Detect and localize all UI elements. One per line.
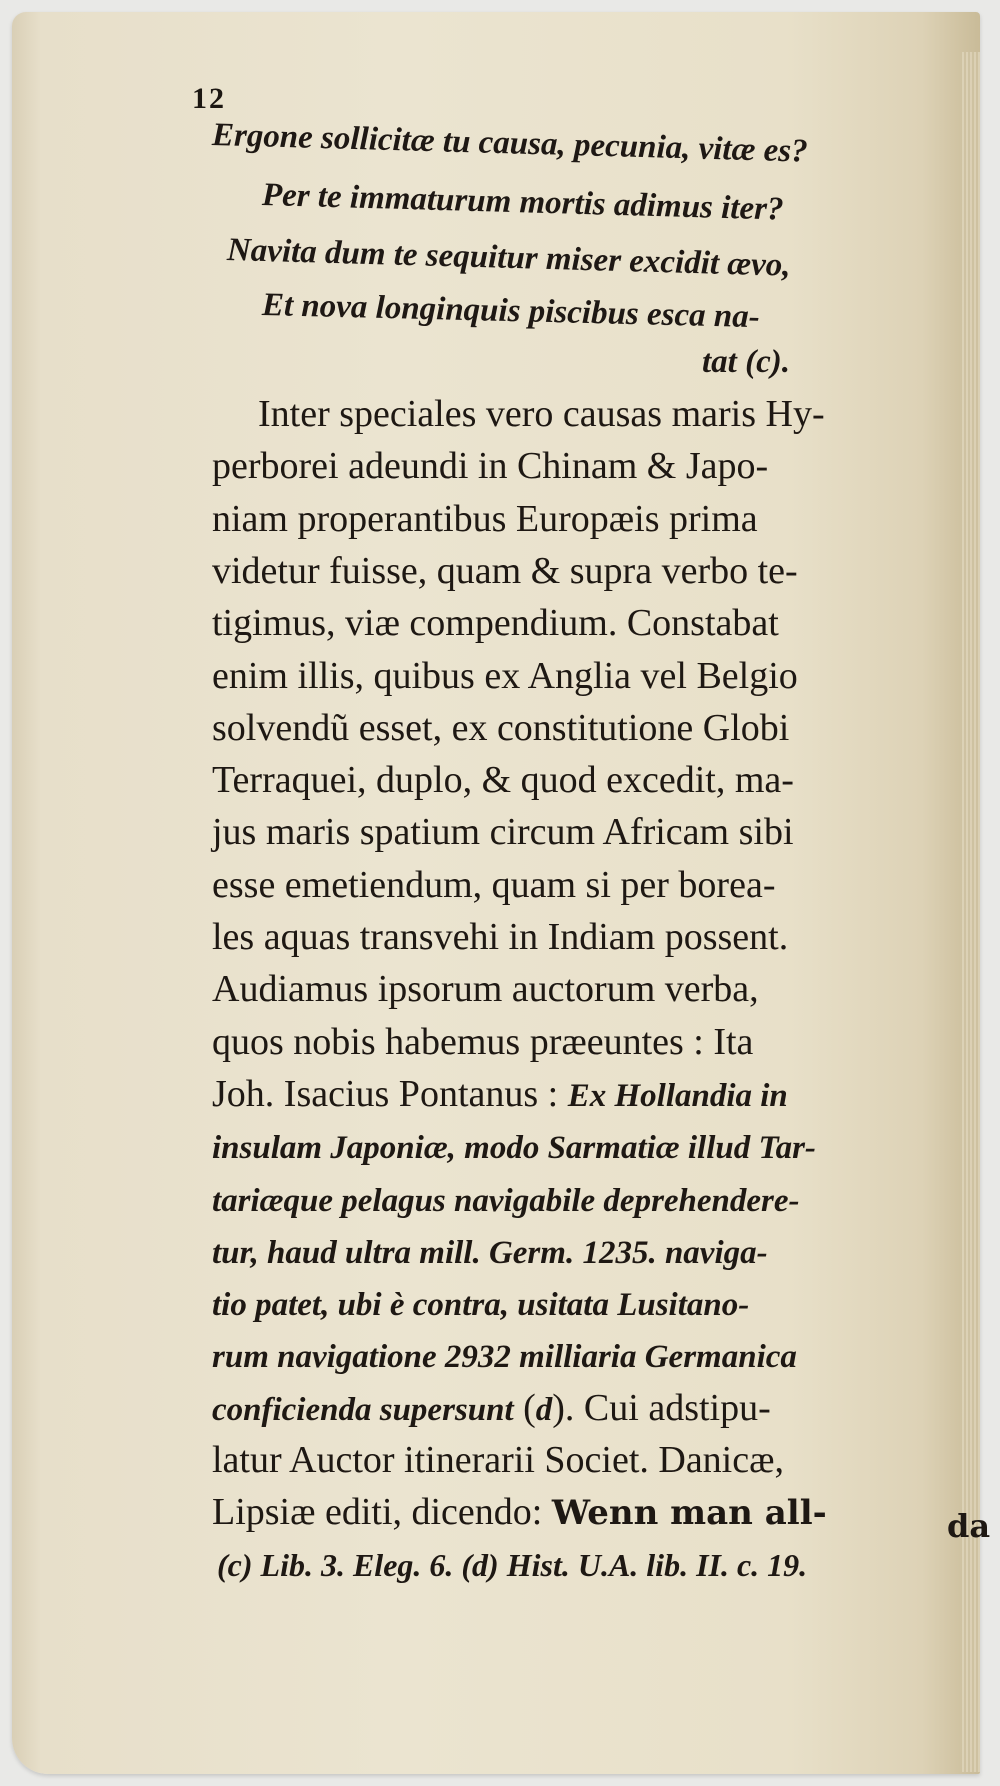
- text-line: [212, 1072, 788, 1116]
- text-line: [212, 758, 794, 802]
- verse-line: Navita dum te sequitur miser excidit ævo,: [226, 232, 792, 284]
- roman-span: Terraquei, duplo, & quod excedit, ma-: [212, 759, 794, 802]
- roman-span: Inter speciales vero causas maris Hy-: [258, 393, 825, 435]
- text-line: [212, 1490, 827, 1534]
- roman-span: (: [513, 1386, 536, 1429]
- roman-span: enim illis, quibus ex Anglia vel Belgio: [212, 654, 798, 697]
- blackletter-span: Wenn man all-: [551, 1493, 827, 1534]
- text-line: [212, 1229, 768, 1273]
- verse-line: Et nova longinquis piscibus esca na-: [261, 287, 761, 336]
- roman-span: videtur fuisse, quam & supra verbo te-: [212, 549, 798, 592]
- italic-span: conficienda supersunt: [212, 1391, 514, 1428]
- text-line: [212, 1177, 800, 1221]
- verse-line: tat (c).: [702, 344, 790, 380]
- footnotes: (c) Lib. 3. Eleg. 6. (d) Hist. U.A. lib. II. c. 19.: [217, 1547, 808, 1583]
- roman-span: ). Cui adstipu-: [552, 1386, 771, 1429]
- text-line: [212, 1333, 797, 1377]
- text-line: [212, 915, 788, 959]
- text-line: [212, 497, 758, 541]
- roman-span: tigimus, viæ compendium. Constabat: [212, 602, 779, 645]
- text-line: [212, 863, 775, 907]
- roman-span: Joh. Isacius Pontanus :: [212, 1072, 568, 1115]
- text-line: [258, 392, 825, 436]
- text-line: [212, 1124, 816, 1168]
- roman-span: jus maris spatium circum Africam sibi: [212, 811, 794, 854]
- roman-span: les aquas transvehi in Indiam possent.: [212, 916, 789, 958]
- book-page: [12, 12, 991, 1774]
- roman-span: quos nobis habemus præeuntes : Ita: [212, 1020, 754, 1063]
- roman-span: esse emetiendum, quam si per borea-: [212, 863, 776, 906]
- text-line: [212, 601, 779, 645]
- roman-span: solvendũ esset, ex constitutione Globi: [212, 706, 790, 749]
- text-line: [212, 549, 798, 593]
- text-line: [212, 654, 798, 698]
- roman-span: Audiamus ipsorum auctorum verba,: [212, 968, 759, 1011]
- italic-span: d: [535, 1391, 553, 1428]
- verse-line: Ergone sollicitæ tu causa, pecunia, vitæ es?: [211, 117, 809, 170]
- text-line: [212, 1281, 749, 1325]
- roman-span: latur Auctor itinerarii Societ. Danicæ,: [212, 1439, 784, 1481]
- roman-span: niam properantibus Europæis prima: [212, 497, 758, 540]
- italic-span: rum navigatione 2932 milliaria Germanica: [212, 1339, 797, 1376]
- text-line: [212, 1386, 771, 1430]
- text-line: [212, 1020, 753, 1064]
- text-line: [212, 810, 794, 854]
- roman-span: perborei adeundi in Chinam & Japo-: [212, 445, 769, 488]
- text-line: [212, 706, 789, 750]
- italic-span: tio patet, ubi è contra, usitata Lusitano-: [212, 1287, 750, 1324]
- italic-span: tariæque pelagus navigabile deprehendere-: [212, 1182, 800, 1219]
- catchword: da: [947, 1507, 991, 1545]
- roman-span: Lipsiæ editi, dicendo:: [212, 1491, 552, 1534]
- italic-span: insulam Japoniæ, modo Sarmatiæ illud Tar-: [212, 1130, 816, 1167]
- text-line: [212, 1438, 784, 1482]
- text-line: [212, 967, 759, 1011]
- italic-span: Ex Hollandia in: [567, 1077, 788, 1114]
- text-line: [212, 444, 768, 488]
- page-number: 12: [192, 82, 226, 115]
- verse-line: Per te immaturum mortis adimus iter?: [261, 177, 784, 228]
- italic-span: tur, haud ultra mill. Germ. 1235. naviga-: [212, 1234, 768, 1271]
